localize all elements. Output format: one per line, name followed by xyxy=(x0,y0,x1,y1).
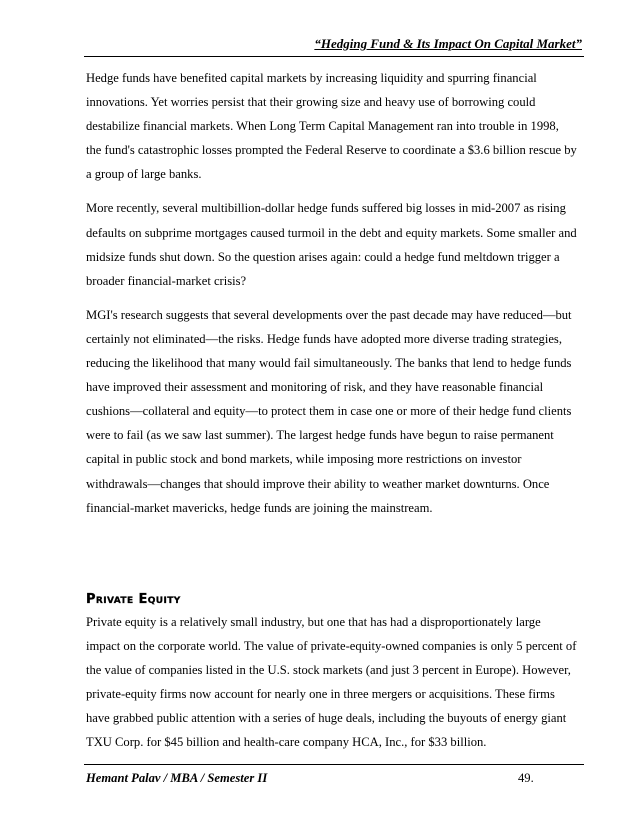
body-paragraph xyxy=(86,610,584,755)
text-line: broader financial-market crisis? xyxy=(86,273,247,288)
text-line: Private equity is a relatively small industry, but one that has had a disproportionately large xyxy=(86,614,541,629)
text-line: capital in public stock and bond markets, while imposing more restrictions on investor xyxy=(86,452,522,467)
text-line: financial-market mavericks, hedge funds are joining the mainstream. xyxy=(86,500,433,515)
footer-divider xyxy=(84,764,584,765)
text-line: were to fail (as we saw last summer). The largest hedge funds have begun to raise permanent xyxy=(86,428,554,443)
text-line: reducing the likelihood that many would fail simultaneously. The banks that lend to hedge funds xyxy=(86,356,572,371)
body-paragraph xyxy=(86,303,584,520)
body-paragraph xyxy=(86,66,584,186)
text-line: MGI's research suggests that several developments over the past decade may have reduced—but xyxy=(86,307,572,322)
document-title: “Hedging Fund & Its Impact On Capital Market” xyxy=(314,36,582,51)
page-body xyxy=(86,66,584,764)
text-line: have improved their assessment and monitoring of risk, and they have reasonable financial xyxy=(86,380,544,395)
text-line: have grabbed public attention with a series of huge deals, including the buyouts of energy giant xyxy=(86,711,567,726)
text-line: midsize funds shut down. So the question arises again: could a hedge fund meltdown trigger a xyxy=(86,249,560,264)
text-line: impact on the corporate world. The value of private-equity-owned companies is only 5 percent of xyxy=(86,638,577,653)
text-line: the value of companies listed in the U.S. stock markets (and just 3 percent in Europe). However, xyxy=(86,662,571,677)
header-divider xyxy=(84,56,584,57)
text-line: withdrawals—changes that should improve their ability to weather market downturns. Once xyxy=(86,476,550,491)
section-spacer xyxy=(86,530,584,590)
text-line: destabilize financial markets. When Long Term Capital Management ran into trouble in 1998, xyxy=(86,119,559,134)
footer-author: Hemant Palav / MBA / Semester II xyxy=(86,771,268,785)
text-line: defaults on subprime mortgages caused turmoil in the debt and equity markets. Some smaller and xyxy=(86,225,577,240)
text-line: cushions—collateral and equity—to protect them in case one or more of their hedge fund clients xyxy=(86,404,572,419)
section-heading-private-equity: Private Equity xyxy=(86,591,181,607)
text-line: the fund's catastrophic losses prompted the Federal Reserve to coordinate a $3.6 billion rescue by xyxy=(86,143,577,158)
text-line: TXU Corp. for $45 billion and health-care company HCA, Inc., for $33 billion. xyxy=(86,735,487,750)
page-number: 49. xyxy=(518,771,534,785)
text-line: innovations. Yet worries persist that their growing size and heavy use of borrowing could xyxy=(86,95,536,110)
text-line: Hedge funds have benefited capital markets by increasing liquidity and spurring financial xyxy=(86,71,537,85)
text-line: certainly not eliminated—the risks. Hedge funds have adopted more diverse trading strategies, xyxy=(86,331,562,346)
text-line: private-equity firms now account for nearly one in three mergers or acquisitions. These firms xyxy=(86,686,555,701)
text-line: More recently, several multibillion-dollar hedge funds suffered big losses in mid-2007 as rising xyxy=(86,201,566,216)
text-line: a group of large banks. xyxy=(86,167,202,182)
body-paragraph xyxy=(86,196,584,292)
